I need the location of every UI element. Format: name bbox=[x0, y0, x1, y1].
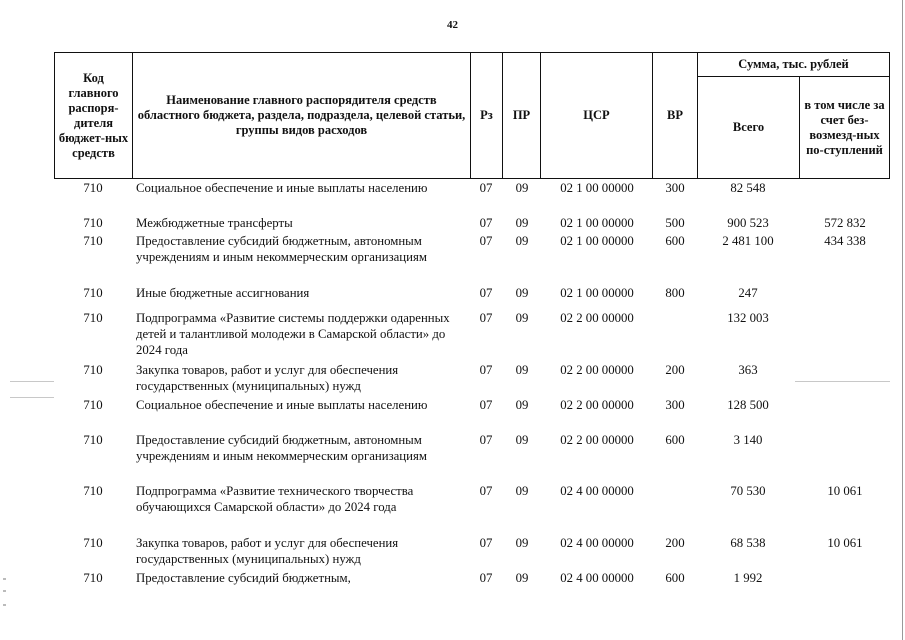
row-rz: 07 bbox=[479, 433, 493, 447]
row-total: 2 481 100 bbox=[722, 234, 774, 248]
row-pr: 09 bbox=[515, 398, 529, 412]
row-pr: 09 bbox=[515, 484, 529, 498]
row-rz: 07 bbox=[479, 181, 493, 195]
row-rz: 07 bbox=[479, 484, 493, 498]
row-name: Подпрограмма «Развитие технического творчества обучающихся Самарской области» до 2024 года bbox=[136, 484, 414, 514]
row-vr: 200 bbox=[665, 536, 685, 550]
header-total: Всего bbox=[697, 76, 800, 179]
row-code: 710 bbox=[83, 286, 103, 300]
row-name: Социальное обеспечение и иные выплаты населению bbox=[136, 181, 428, 195]
row-pr: 09 bbox=[515, 571, 529, 585]
row-rz: 07 bbox=[479, 311, 493, 325]
row-total: 1 992 bbox=[733, 571, 763, 585]
row-total: 82 548 bbox=[730, 181, 766, 195]
row-name: Подпрограмма «Развитие системы поддержки одаренных детей и талантливой молодежи в Самарской области» до 2024 года bbox=[136, 311, 450, 357]
row-free: 10 061 bbox=[827, 536, 863, 550]
row-code: 710 bbox=[83, 181, 103, 195]
row-code: 710 bbox=[83, 216, 103, 230]
row-code: 710 bbox=[83, 536, 103, 550]
row-csr: 02 1 00 00000 bbox=[560, 216, 634, 230]
row-code: 710 bbox=[83, 433, 103, 447]
row-csr: 02 2 00 00000 bbox=[560, 433, 634, 447]
row-code: 710 bbox=[83, 234, 103, 248]
row-vr: 200 bbox=[665, 363, 685, 377]
row-csr: 02 4 00 00000 bbox=[560, 571, 634, 585]
row-csr: 02 4 00 00000 bbox=[560, 484, 634, 498]
scan-line bbox=[10, 397, 54, 398]
row-name: Иные бюджетные ассигнования bbox=[136, 286, 310, 300]
row-rz: 07 bbox=[479, 363, 493, 377]
row-name: Предоставление субсидий бюджетным, автономным учреждениям и иным некоммерческим организациям bbox=[136, 234, 427, 264]
scan-mark bbox=[3, 578, 6, 580]
row-pr: 09 bbox=[515, 536, 529, 550]
header-pr: ПР bbox=[502, 52, 541, 179]
row-code: 710 bbox=[83, 571, 103, 585]
row-csr: 02 4 00 00000 bbox=[560, 536, 634, 550]
row-vr: 600 bbox=[665, 234, 685, 248]
row-pr: 09 bbox=[515, 311, 529, 325]
row-rz: 07 bbox=[479, 536, 493, 550]
row-total: 132 003 bbox=[727, 311, 769, 325]
row-code: 710 bbox=[83, 484, 103, 498]
row-vr: 600 bbox=[665, 571, 685, 585]
row-code: 710 bbox=[83, 398, 103, 412]
header-rz: Рз bbox=[470, 52, 503, 179]
row-rz: 07 bbox=[479, 286, 493, 300]
row-total: 363 bbox=[738, 363, 758, 377]
row-vr: 300 bbox=[665, 181, 685, 195]
row-name: Социальное обеспечение и иные выплаты населению bbox=[136, 398, 428, 412]
row-rz: 07 bbox=[479, 216, 493, 230]
row-name: Закупка товаров, работ и услуг для обеспечения государственных (муниципальных) нужд bbox=[136, 536, 399, 566]
row-vr: 300 bbox=[665, 398, 685, 412]
row-name: Предоставление субсидий бюджетным, автономным учреждениям и иным некоммерческим организациям bbox=[136, 433, 427, 463]
row-csr: 02 2 00 00000 bbox=[560, 311, 634, 325]
row-csr: 02 2 00 00000 bbox=[560, 398, 634, 412]
row-code: 710 bbox=[83, 311, 103, 325]
row-csr: 02 1 00 00000 bbox=[560, 181, 634, 195]
row-pr: 09 bbox=[515, 181, 529, 195]
row-total: 900 523 bbox=[727, 216, 769, 230]
scan-line bbox=[795, 381, 890, 382]
row-name: Межбюджетные трансферты bbox=[136, 216, 293, 230]
row-total: 128 500 bbox=[727, 398, 769, 412]
table-header bbox=[54, 52, 890, 179]
row-csr: 02 1 00 00000 bbox=[560, 286, 634, 300]
row-total: 3 140 bbox=[733, 433, 763, 447]
row-rz: 07 bbox=[479, 398, 493, 412]
header-name: Наименование главного распорядителя средств областного бюджета, раздела, подраздела, целевой статьи, группы видов расходов bbox=[132, 52, 471, 179]
row-vr: 800 bbox=[665, 286, 685, 300]
row-rz: 07 bbox=[479, 234, 493, 248]
row-csr: 02 1 00 00000 bbox=[560, 234, 634, 248]
header-code: Код главного распоря-дителя бюджет-ных средств bbox=[54, 52, 133, 179]
page-edge-line bbox=[902, 0, 903, 640]
row-pr: 09 bbox=[515, 433, 529, 447]
row-total: 68 538 bbox=[730, 536, 766, 550]
header-free: в том числе за счет без-возмезд-ных по-ступлений bbox=[799, 76, 890, 179]
scan-line bbox=[10, 381, 54, 382]
row-total: 70 530 bbox=[730, 484, 766, 498]
row-pr: 09 bbox=[515, 286, 529, 300]
row-name: Закупка товаров, работ и услуг для обеспечения государственных (муниципальных) нужд bbox=[136, 363, 399, 393]
page-number: 42 bbox=[447, 19, 458, 31]
header-sum: Сумма, тыс. рублей bbox=[697, 52, 890, 77]
scan-mark bbox=[3, 590, 6, 592]
row-pr: 09 bbox=[515, 363, 529, 377]
header-csr: ЦСР bbox=[540, 52, 653, 179]
row-free: 434 338 bbox=[824, 234, 866, 248]
row-vr: 500 bbox=[665, 216, 685, 230]
row-pr: 09 bbox=[515, 216, 529, 230]
row-total: 247 bbox=[738, 286, 758, 300]
row-name: Предоставление субсидий бюджетным, bbox=[136, 571, 351, 585]
row-pr: 09 bbox=[515, 234, 529, 248]
row-rz: 07 bbox=[479, 571, 493, 585]
row-free: 572 832 bbox=[824, 216, 866, 230]
row-code: 710 bbox=[83, 363, 103, 377]
row-free: 10 061 bbox=[827, 484, 863, 498]
header-vr: ВР bbox=[652, 52, 698, 179]
row-vr: 600 bbox=[665, 433, 685, 447]
scan-mark bbox=[3, 604, 6, 606]
row-csr: 02 2 00 00000 bbox=[560, 363, 634, 377]
